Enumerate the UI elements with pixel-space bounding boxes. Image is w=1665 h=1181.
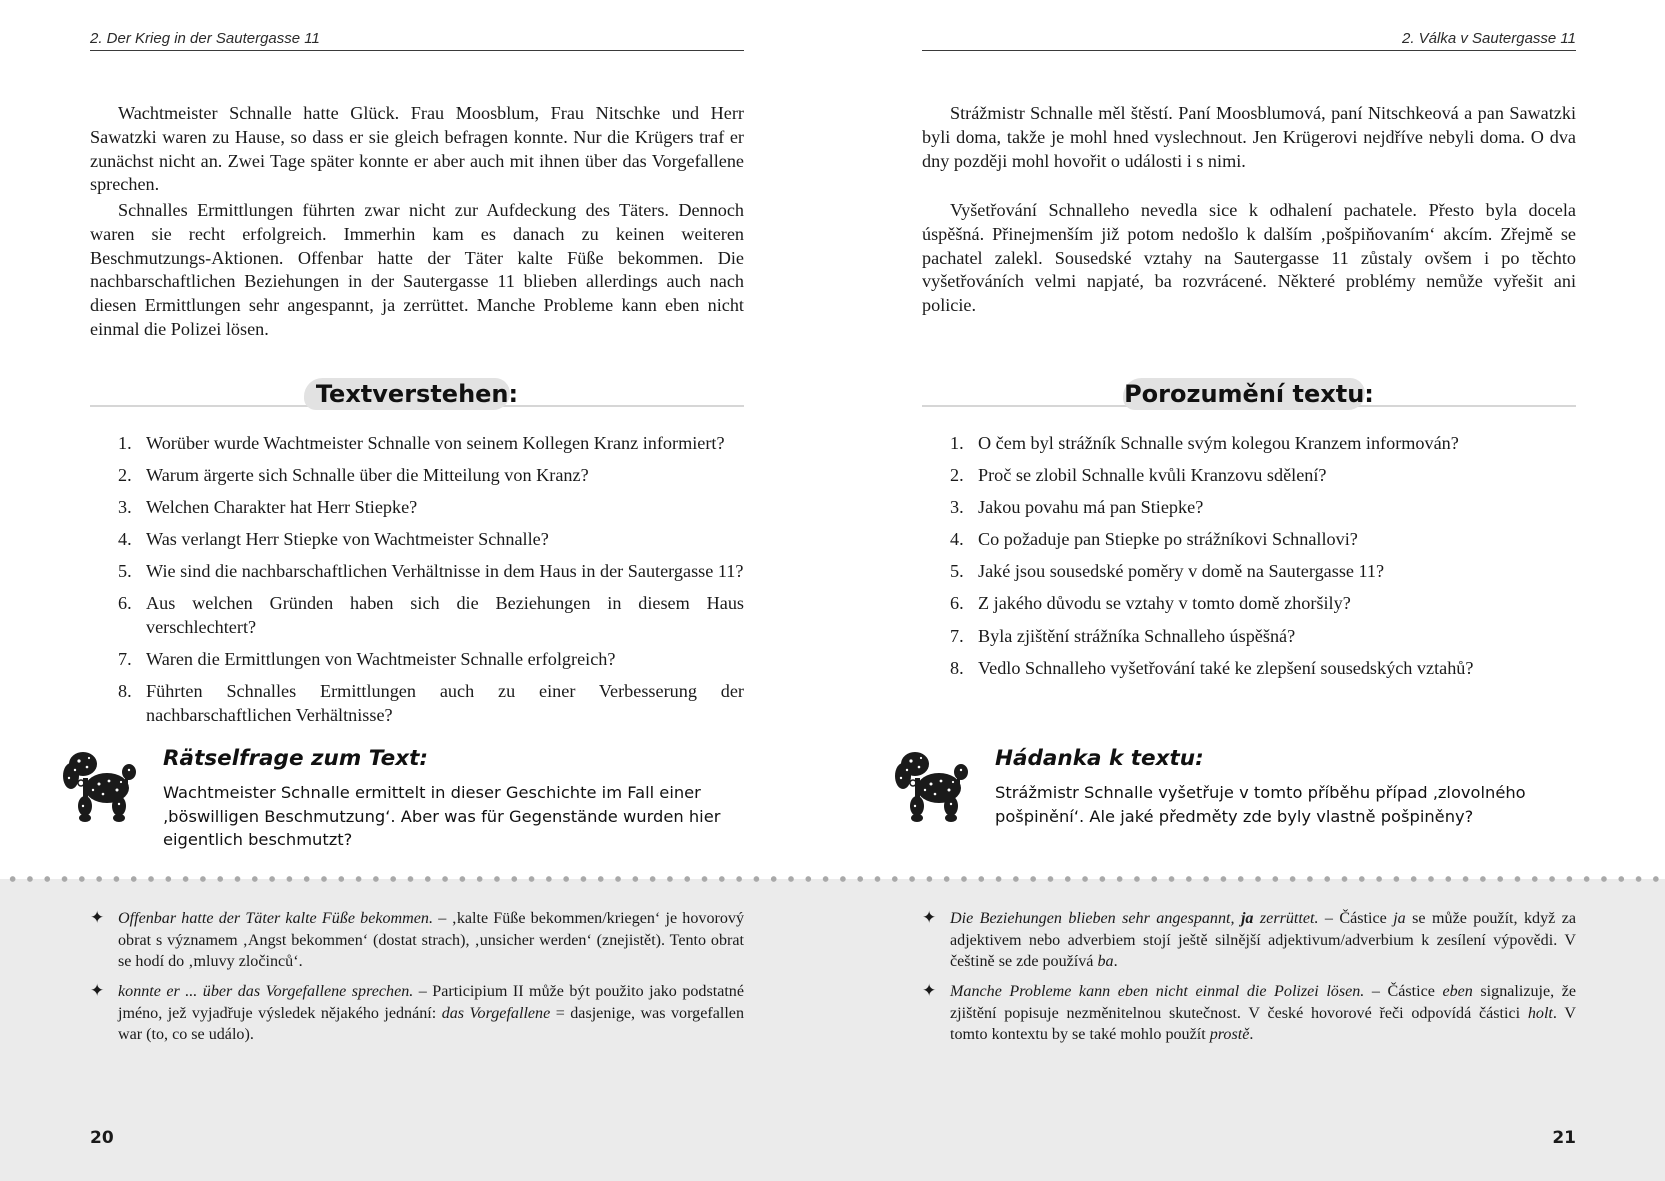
poodle-dog-icon (891, 748, 971, 823)
list-item: 4. Co požaduje pan Stiepke po strážníkovi Schnallovi? (950, 529, 1358, 550)
riddle-box (922, 745, 1576, 865)
four-point-star-icon: ✦ (922, 981, 937, 1002)
four-point-star-icon: ✦ (90, 981, 105, 1002)
riddle-box (90, 745, 744, 865)
list-item: 4. Was verlangt Herr Stiepke von Wachtmeister Schnalle? (118, 529, 549, 550)
note-item: ✦ Die Beziehungen blieben sehr angespannt, ja zerrüttet. – Částice ja se může použít, když za adjektivem nebo adverbiem stojí ještě silnější adjektivum/adverbium k zesílení výpovědi. V češtině se zde používá ba. (922, 908, 1576, 971)
list-item: 1. O čem byl strážník Schnalle svým kolegou Kranzem informován? (950, 433, 1459, 453)
riddle-text: Strážmistr Schnalle vyšetřuje v tomto příběhu případ ‚zlovolného pošpinění‘. Ale jaké předměty zde byly vlastně pošpiněny? (995, 783, 1526, 826)
note-item: ✦ Manche Probleme kann eben nicht einmal die Polizei lösen. – Částice eben signalizuje, že zjištění popisuje nezměnitelnou skutečnost. V české hovorové řeči odpovídá částici holt. V tomto kontextu by se také mohlo použít prostě. (922, 981, 1577, 1044)
note-item: ✦ konnte er ... über das Vorgefallene sprechen. – Participium II může být použito jako podstatné jméno, jež vyjadřuje výsledek nějakého jednání: das Vorgefallene = dasjenige, was vorgefallen war (to, co se událo). (90, 981, 744, 1044)
section-title: Textverstehen: (315, 380, 519, 408)
list-item: 1. Worüber wurde Wachtmeister Schnalle von seinem Kollegen Kranz informiert? (118, 433, 725, 453)
list-item: 6. Z jakého důvodu se vztahy v tomto domě zhoršily? (950, 593, 1351, 614)
list-item: 7. Byla zjištění strážníka Schnalleho úspěšná? (950, 625, 1296, 646)
running-header: 2. Der Krieg in der Sautergasse 11 (90, 30, 744, 51)
list-item: 6. Aus welchen Gründen haben sich die Beziehungen in diesem Haus verschlechtert? (118, 593, 744, 637)
paragraph: Vyšetřování Schnalleho nevedla sice k odhalení pachatele. Přesto byla docela úspěšná. Přinejmenším již potom nedošlo k dalším ‚pošpiňovaním‘ akcím. Zřejmě se pachatel zalekl. Sousedské vztahy na Sautergasse 11 zůstaly ovšem i po těchto vyšetřováních velmi napjaté, ba rozvrácené. Některé problémy nemůže vyřešit ani policie. (922, 200, 1576, 316)
section-title: Porozumění textu: (1124, 380, 1374, 408)
four-point-star-icon: ✦ (922, 908, 937, 928)
riddle-title: Rätselfrage zum Text: (163, 746, 428, 771)
section-heading (922, 376, 1576, 412)
section-heading (90, 376, 744, 412)
list-item: 3. Jakou povahu má pan Stiepke? (950, 497, 1204, 518)
question-list (922, 432, 1576, 689)
riddle-title: Hádanka k textu: (995, 746, 1204, 771)
running-header: 2. Válka v Sautergasse 11 (922, 30, 1576, 51)
page-right (922, 0, 1576, 1181)
paragraph: Strážmistr Schnalle měl štěstí. Paní Moosblumová, paní Nitschkeová a pan Sawatzki byli doma, takže je mohl hned vyslechnout. Jen Krügerovi nejdříve nebyli doma. O dva dny později mohl hovořit o události i s nimi. (922, 103, 1576, 171)
list-item: 8. Führten Schnalles Ermittlungen auch zu einer Verbesserung der nachbarschaftlichen Verhältnisse? (118, 681, 744, 725)
list-item: 2. Proč se zlobil Schnalle kvůli Kranzovu sdělení? (950, 465, 1327, 486)
list-item: 3. Welchen Charakter hat Herr Stiepke? (118, 497, 418, 518)
notes (90, 908, 744, 1055)
page-number: 20 (90, 1128, 114, 1148)
notes (922, 908, 1576, 1055)
riddle-text: Wachtmeister Schnalle ermittelt in dieser Geschichte im Fall einer ‚böswilligen Beschmutzung‘. Aber was für Gegenstände wurden hier eigentlich beschmutzt? (163, 783, 721, 850)
paragraph: Schnalles Ermittlungen führten zwar nicht zur Aufdeckung des Täters. Dennoch waren sie recht erfolgreich. Immerhin kam es danach zu keinen weiteren Beschmutzungs-Aktionen. Offenbar hatte der Täter kalte Füße bekommen. Die nachbarschaftlichen Beziehungen in der Sautergasse 11 blieben allerdings auch nach diesen Ermittlungen sehr angespannt, ja zerrüttet. Manche Probleme kann eben nicht einmal die Polizei lösen. (90, 200, 744, 339)
poodle-dog-icon (59, 748, 139, 823)
list-item: 5. Jaké jsou sousedské poměry v domě na Sautergasse 11? (950, 561, 1385, 582)
question-list (90, 432, 744, 736)
list-item: 2. Warum ärgerte sich Schnalle über die Mitteilung von Kranz? (118, 465, 589, 486)
four-point-star-icon: ✦ (90, 908, 105, 928)
list-item: 5. Wie sind die nachbarschaftlichen Verhältnisse in dem Haus in der Sautergasse 11? (118, 561, 744, 582)
list-item: 7. Waren die Ermittlungen von Wachtmeister Schnalle erfolgreich? (118, 649, 616, 670)
page-number: 21 (1552, 1128, 1576, 1148)
list-item: 8. Vedlo Schnalleho vyšetřování také ke zlepšení sousedských vztahů? (950, 657, 1474, 678)
note-item: ✦ Offenbar hatte der Täter kalte Füße bekommen. – ‚kalte Füße bekommen/kriegen‘ je hovorový obrat s významem ‚Angst bekommen‘ (dostat strach), ‚unsicher werden‘ (znejistět). Tento obrat se hodí do ‚mluvy zločinců‘. (90, 908, 744, 971)
page-left (90, 0, 744, 1181)
paragraph: Wachtmeister Schnalle hatte Glück. Frau Moosblum, Frau Nitschke und Herr Sawatzki waren zu Hause, so dass er sie gleich befragen konnte. Nur die Krügers traf er zunächst nicht an. Zwei Tage später konnte er aber auch mit ihnen über das Vorgefallene sprechen. (90, 103, 744, 195)
